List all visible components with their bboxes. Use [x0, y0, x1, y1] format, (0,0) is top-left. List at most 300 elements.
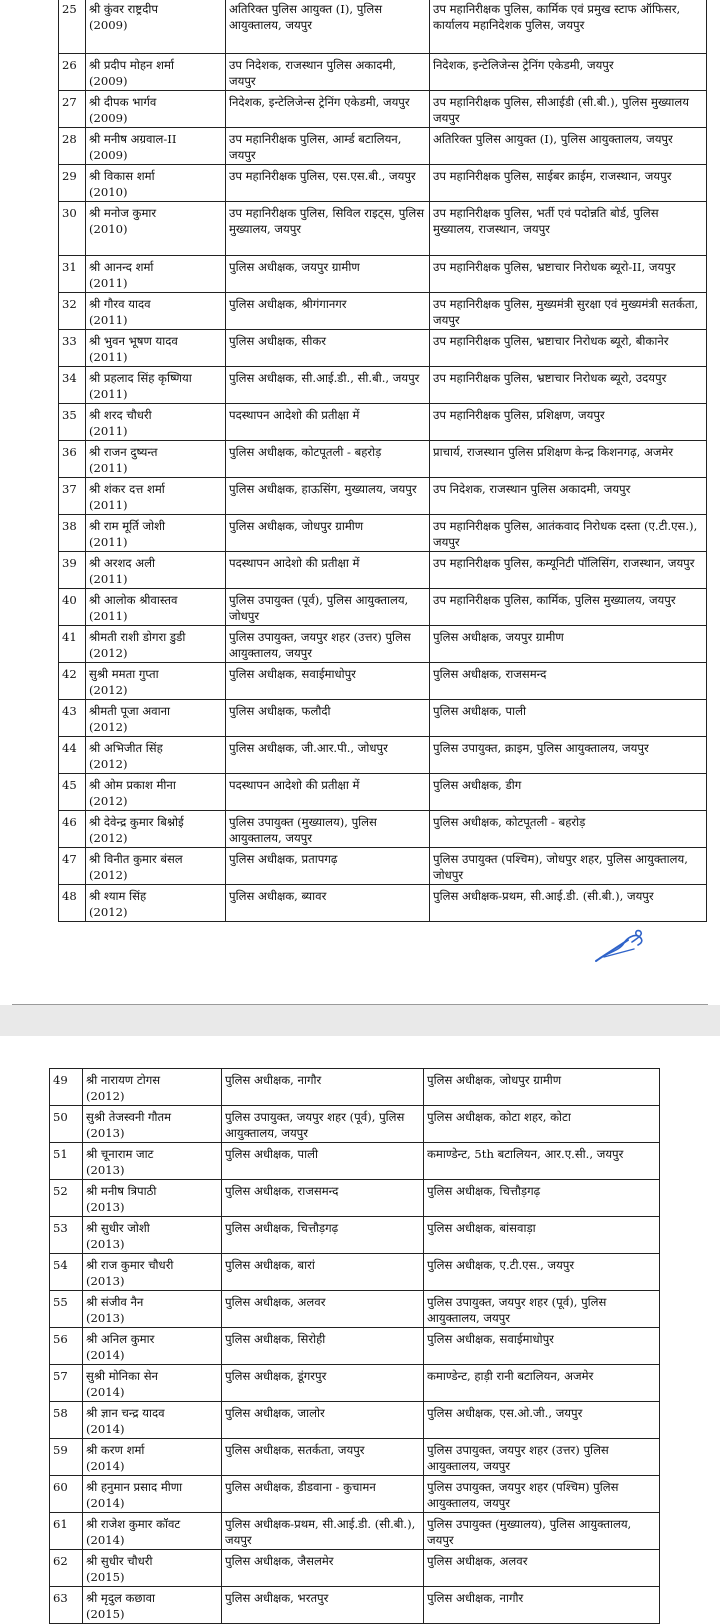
- current-posting: [226, 515, 430, 552]
- officer-name: श्री शरद चौधरी: [89, 408, 152, 422]
- serial-number: 47: [62, 852, 77, 866]
- table-row: [50, 1365, 660, 1402]
- serial-number: [50, 1402, 83, 1439]
- serial-number: [59, 0, 86, 54]
- serial-number: [50, 1291, 83, 1328]
- officer-cell: [86, 202, 226, 256]
- new-posting-text: उप महानिरीक्षक पुलिस, प्रशिक्षण, जयपुर: [433, 408, 605, 422]
- officer-name: श्री विनीत कुमार बंसल: [89, 852, 183, 866]
- officer-name: श्री विकास शर्मा: [89, 169, 155, 183]
- new-posting-text: पुलिस अधीक्षक, बांसवाड़ा: [427, 1221, 536, 1235]
- officer-cell: [86, 774, 226, 811]
- officer-cell: [86, 848, 226, 885]
- serial-number: 26: [62, 58, 77, 72]
- new-posting-text: निदेशक, इन्टेलिजेन्स ट्रेनिंग एकेडमी, जयपुर: [433, 58, 614, 72]
- current-posting-text: पुलिस अधीक्षक, सिरोही: [225, 1332, 326, 1346]
- serial-number: 35: [62, 408, 77, 422]
- serial-number: [59, 885, 86, 922]
- table-row: [59, 165, 707, 202]
- current-posting-text: निदेशक, इन्टेलिजेन्स ट्रेनिंग एकेडमी, जयपुर: [229, 95, 410, 109]
- officer-name: श्री शंकर दत्त शर्मा: [89, 482, 165, 496]
- officer-name: श्री आनन्द शर्मा: [89, 260, 154, 274]
- serial-number: 40: [62, 593, 77, 607]
- new-posting: [430, 0, 707, 54]
- serial-number: 61: [53, 1517, 68, 1531]
- officer-cell: [86, 515, 226, 552]
- new-posting: [430, 202, 707, 256]
- serial-number: [59, 589, 86, 626]
- table-row: [50, 1254, 660, 1291]
- current-posting: [226, 441, 430, 478]
- serial-number: 58: [53, 1406, 68, 1420]
- serial-number: 55: [53, 1295, 68, 1309]
- officer-cell: [83, 1402, 222, 1439]
- officer-name: श्री देवेन्द्र कुमार बिश्नोई: [89, 815, 184, 829]
- serial-number: 53: [53, 1221, 68, 1235]
- serial-number: [50, 1513, 83, 1550]
- serial-number: [50, 1587, 83, 1624]
- transfer-table-page-2: [49, 1068, 660, 1624]
- officer-name: श्री अभिजीत सिंह: [89, 741, 163, 755]
- table-row: [59, 737, 707, 774]
- serial-number: [59, 478, 86, 515]
- serial-number: 59: [53, 1443, 68, 1457]
- serial-number: [50, 1217, 83, 1254]
- new-posting-text: पुलिस उपायुक्त, जयपुर शहर (उत्तर) पुलिस आयुक्तालय, जयपुर: [427, 1443, 609, 1473]
- officer-batch: (2011): [89, 276, 128, 290]
- serial-number: [59, 700, 86, 737]
- current-posting-text: उप महानिरीक्षक पुलिस, आर्म्ड बटालियन, जयपुर: [229, 132, 402, 162]
- new-posting-text: पुलिस अधीक्षक, जोधपुर ग्रामीण: [427, 1073, 562, 1087]
- officer-name: श्री प्रहलाद सिंह कृष्णिया: [89, 371, 192, 385]
- officer-batch: (2013): [86, 1274, 125, 1288]
- officer-name: श्रीमती राशी डोगरा डुडी: [89, 630, 186, 644]
- serial-number: 30: [62, 206, 77, 220]
- table-row: [59, 589, 707, 626]
- new-posting-text: पुलिस अधीक्षक, पाली: [433, 704, 527, 718]
- current-posting: [226, 885, 430, 922]
- new-posting: [430, 128, 707, 165]
- officer-name: श्री दीपक भार्गव: [89, 95, 157, 109]
- serial-number: 42: [62, 667, 77, 681]
- current-posting-text: पुलिस अधीक्षक, डीडवाना - कुचामन: [225, 1480, 376, 1494]
- serial-number: [50, 1069, 83, 1106]
- serial-number: 25: [62, 2, 77, 16]
- officer-cell: [86, 367, 226, 404]
- current-posting-text: पुलिस अधीक्षक, ब्यावर: [229, 889, 327, 903]
- serial-number: [59, 811, 86, 848]
- current-posting: [226, 663, 430, 700]
- officer-batch: (2015): [86, 1607, 125, 1621]
- new-posting-text: पुलिस अधीक्षक, सवाईमाधोपुर: [427, 1332, 554, 1346]
- serial-number: 38: [62, 519, 77, 533]
- current-posting-text: पुलिस अधीक्षक, हाऊसिंग, मुख्यालय, जयपुर: [229, 482, 417, 496]
- new-posting: [430, 552, 707, 589]
- table-row: [59, 293, 707, 330]
- serial-number: [59, 774, 86, 811]
- officer-cell: [86, 700, 226, 737]
- table-row: [59, 256, 707, 293]
- officer-cell: [86, 478, 226, 515]
- serial-number: 34: [62, 371, 77, 385]
- officer-name: श्री सुधीर चौधरी: [86, 1554, 153, 1568]
- new-posting: [424, 1069, 660, 1106]
- officer-cell: [86, 589, 226, 626]
- serial-number: [59, 515, 86, 552]
- current-posting-text: पुलिस अधीक्षक, अलवर: [225, 1295, 326, 1309]
- current-posting-text: पुलिस अधीक्षक, जी.आर.पी., जोधपुर: [229, 741, 388, 755]
- officer-cell: [86, 256, 226, 293]
- serial-number: 48: [62, 889, 77, 903]
- new-posting: [424, 1587, 660, 1624]
- officer-batch: (2012): [89, 905, 128, 919]
- officer-name: श्री अनिल कुमार: [86, 1332, 155, 1346]
- officer-batch: (2012): [89, 720, 128, 734]
- new-posting: [430, 811, 707, 848]
- page-gap: [0, 1005, 720, 1036]
- new-posting-text: कमाण्डेन्ट, 5th बटालियन, आर.ए.सी., जयपुर: [427, 1147, 624, 1161]
- serial-number: 49: [53, 1073, 68, 1087]
- current-posting: [226, 589, 430, 626]
- serial-number: [59, 165, 86, 202]
- new-posting: [430, 589, 707, 626]
- current-posting: [222, 1328, 424, 1365]
- serial-number: 41: [62, 630, 77, 644]
- officer-name: श्री ज्ञान चन्द्र यादव: [86, 1406, 165, 1420]
- table-row: [59, 811, 707, 848]
- serial-number: 37: [62, 482, 77, 496]
- serial-number: [59, 626, 86, 663]
- officer-cell: [83, 1365, 222, 1402]
- serial-number: 62: [53, 1554, 68, 1568]
- table-row: [59, 128, 707, 165]
- new-posting: [424, 1476, 660, 1513]
- officer-cell: [86, 330, 226, 367]
- current-posting: [226, 202, 430, 256]
- current-posting-text: पुलिस उपायुक्त (पूर्व), पुलिस आयुक्तालय, जोधपुर: [229, 593, 409, 623]
- serial-number: 32: [62, 297, 77, 311]
- officer-name: श्री मनीष अग्रवाल-II: [89, 132, 177, 146]
- new-posting: [430, 91, 707, 128]
- officer-batch: (2011): [89, 572, 128, 586]
- officer-batch: (2015): [86, 1570, 125, 1584]
- serial-number: 31: [62, 260, 77, 274]
- officer-cell: [83, 1439, 222, 1476]
- new-posting-text: उप महानिरीक्षक पुलिस, मुख्यमंत्री सुरक्षा एवं मुख्यमंत्री सतर्कता, जयपुर: [433, 297, 699, 327]
- current-posting: [222, 1069, 424, 1106]
- new-posting: [430, 441, 707, 478]
- current-posting-text: पुलिस अधीक्षक, जोधपुर ग्रामीण: [229, 519, 364, 533]
- current-posting: [222, 1476, 424, 1513]
- officer-batch: (2011): [89, 387, 128, 401]
- serial-number: 52: [53, 1184, 68, 1198]
- current-posting-text: पुलिस अधीक्षक, सीकर: [229, 334, 327, 348]
- new-posting-text: अतिरिक्त पुलिस आयुक्त (I), पुलिस आयुक्तालय, जयपुर: [433, 132, 673, 146]
- table-row: [50, 1217, 660, 1254]
- current-posting-text: उप महानिरीक्षक पुलिस, सिविल राइट्स, पुलिस मुख्यालय, जयपुर: [229, 206, 425, 236]
- current-posting-text: पुलिस अधीक्षक, जयपुर ग्रामीण: [229, 260, 360, 274]
- officer-cell: [83, 1217, 222, 1254]
- officer-name: श्री मनीष त्रिपाठी: [86, 1184, 157, 1198]
- current-posting-text: पुलिस अधीक्षक, चित्तौड़गढ़: [225, 1221, 339, 1235]
- officer-name: श्री कुंवर राष्ट्रदीप: [89, 2, 158, 16]
- current-posting: [222, 1291, 424, 1328]
- table-row: [50, 1513, 660, 1550]
- new-posting: [424, 1217, 660, 1254]
- new-posting-text: उप महानिरीक्षक पुलिस, भ्रष्टाचार निरोधक ब्यूरो, उदयपुर: [433, 371, 667, 385]
- table-row: [59, 202, 707, 256]
- current-posting-text: पुलिस अधीक्षक, बारां: [225, 1258, 315, 1272]
- serial-number: [50, 1550, 83, 1587]
- officer-cell: [83, 1328, 222, 1365]
- new-posting: [430, 478, 707, 515]
- new-posting: [424, 1180, 660, 1217]
- new-posting: [424, 1550, 660, 1587]
- current-posting: [226, 552, 430, 589]
- officer-cell: [83, 1180, 222, 1217]
- officer-cell: [83, 1291, 222, 1328]
- officer-batch: (2013): [86, 1163, 125, 1177]
- table-row: [59, 700, 707, 737]
- table-row: [59, 552, 707, 589]
- current-posting: [226, 478, 430, 515]
- officer-name: श्री नारायण टोगस: [86, 1073, 161, 1087]
- new-posting-text: उप निदेशक, राजस्थान पुलिस अकादमी, जयपुर: [433, 482, 631, 496]
- table-row: [50, 1291, 660, 1328]
- table-row: [59, 478, 707, 515]
- new-posting-text: पुलिस अधीक्षक-प्रथम, सी.आई.डी. (सी.बी.), जयपुर: [433, 889, 654, 903]
- officer-name: श्री संजीव नैन: [86, 1295, 144, 1309]
- officer-cell: [86, 737, 226, 774]
- officer-cell: [83, 1069, 222, 1106]
- officer-name: श्रीमती पूजा अवाना: [89, 704, 171, 718]
- officer-name: श्री राजेश कुमार कॉवट: [86, 1517, 181, 1531]
- officer-batch: (2013): [86, 1200, 125, 1214]
- officer-cell: [86, 552, 226, 589]
- officer-name: श्री श्याम सिंह: [89, 889, 147, 903]
- new-posting-text: उप महानिरीक्षक पुलिस, कम्यूनिटी पॉलिसिंग, राजस्थान, जयपुर: [433, 556, 695, 570]
- new-posting: [430, 367, 707, 404]
- officer-batch: (2009): [89, 148, 128, 162]
- serial-number: 29: [62, 169, 77, 183]
- current-posting: [226, 293, 430, 330]
- new-posting-text: उप महानिरीक्षक पुलिस, साईबर क्राईम, राजस्थान, जयपुर: [433, 169, 672, 183]
- serial-number: 44: [62, 741, 77, 755]
- serial-number: [59, 404, 86, 441]
- new-posting-text: पुलिस अधीक्षक, एस.ओ.जी., जयपुर: [427, 1406, 583, 1420]
- serial-number: 50: [53, 1110, 68, 1124]
- officer-batch: (2014): [86, 1422, 125, 1436]
- officer-batch: (2011): [89, 609, 128, 623]
- current-posting-text: पुलिस अधीक्षक, राजसमन्द: [225, 1184, 339, 1198]
- current-posting-text: पुलिस अधीक्षक, जालोर: [225, 1406, 325, 1420]
- current-posting-text: पुलिस अधीक्षक, डूंगरपुर: [225, 1369, 327, 1383]
- current-posting: [226, 700, 430, 737]
- current-posting-text: पुलिस अधीक्षक, नागौर: [225, 1073, 322, 1087]
- serial-number: 54: [53, 1258, 68, 1272]
- current-posting-text: पुलिस अधीक्षक, सी.आई.डी., सी.बी., जयपुर: [229, 371, 420, 385]
- officer-name: श्री राम मूर्ति जोशी: [89, 519, 165, 533]
- serial-number: [59, 663, 86, 700]
- serial-number: [59, 91, 86, 128]
- serial-number: 28: [62, 132, 77, 146]
- current-posting-text: पुलिस उपायुक्त, जयपुर शहर (उत्तर) पुलिस आयुक्तालय, जयपुर: [229, 630, 411, 660]
- table-row: [59, 626, 707, 663]
- new-posting: [430, 54, 707, 91]
- current-posting: [226, 54, 430, 91]
- current-posting-text: पुलिस अधीक्षक, श्रीगंगानगर: [229, 297, 347, 311]
- document-page-2: [0, 1036, 720, 1621]
- serial-number: [50, 1143, 83, 1180]
- new-posting-text: उप महानिरीक्षक पुलिस, भ्रष्टाचार निरोधक ब्यूरो-II, जयपुर: [433, 260, 676, 274]
- table-row: [59, 848, 707, 885]
- current-posting: [226, 128, 430, 165]
- new-posting: [430, 404, 707, 441]
- new-posting: [430, 700, 707, 737]
- officer-cell: [86, 0, 226, 54]
- officer-cell: [83, 1143, 222, 1180]
- new-posting: [430, 293, 707, 330]
- new-posting: [424, 1513, 660, 1550]
- table-row: [50, 1180, 660, 1217]
- officer-batch: (2011): [89, 461, 128, 475]
- serial-number: 46: [62, 815, 77, 829]
- new-posting-text: पुलिस अधीक्षक, डीग: [433, 778, 522, 792]
- current-posting: [226, 811, 430, 848]
- new-posting-text: पुलिस अधीक्षक, चित्तौड़गढ़: [427, 1184, 541, 1198]
- officer-name: श्री भुवन भूषण यादव: [89, 334, 178, 348]
- officer-batch: (2012): [89, 868, 128, 882]
- officer-name: सुश्री मोनिका सेन: [86, 1369, 158, 1383]
- current-posting: [222, 1143, 424, 1180]
- officer-name: सुश्री तेजस्वनी गौतम: [86, 1110, 172, 1124]
- officer-cell: [86, 91, 226, 128]
- current-posting: [222, 1439, 424, 1476]
- officer-name: श्री आलोक श्रीवास्तव: [89, 593, 178, 607]
- signature: [594, 928, 650, 968]
- officer-batch: (2014): [86, 1385, 125, 1399]
- table-row: [59, 404, 707, 441]
- officer-name: श्री राज कुमार चौधरी: [86, 1258, 174, 1272]
- current-posting: [222, 1513, 424, 1550]
- serial-number: [59, 54, 86, 91]
- serial-number: [50, 1439, 83, 1476]
- officer-name: श्री हनुमान प्रसाद मीणा: [86, 1480, 183, 1494]
- serial-number: [50, 1328, 83, 1365]
- new-posting: [430, 848, 707, 885]
- serial-number: [59, 202, 86, 256]
- new-posting: [430, 165, 707, 202]
- table-row: [50, 1328, 660, 1365]
- table-row: [50, 1106, 660, 1143]
- current-posting-text: पदस्थापन आदेशो की प्रतीक्षा में: [229, 408, 360, 422]
- officer-name: श्री सुधीर जोशी: [86, 1221, 150, 1235]
- table-row: [59, 54, 707, 91]
- table-row: [59, 91, 707, 128]
- serial-number: [59, 552, 86, 589]
- officer-cell: [83, 1513, 222, 1550]
- new-posting: [424, 1291, 660, 1328]
- serial-number: 39: [62, 556, 77, 570]
- officer-cell: [86, 626, 226, 663]
- serial-number: [50, 1365, 83, 1402]
- current-posting: [226, 774, 430, 811]
- officer-batch: (2012): [89, 683, 128, 697]
- new-posting-text: पुलिस अधीक्षक, कोटपूतली - बहरोड़: [433, 815, 586, 829]
- new-posting-text: पुलिस उपायुक्त, जयपुर शहर (पूर्व), पुलिस आयुक्तालय, जयपुर: [427, 1295, 607, 1325]
- officer-batch: (2011): [89, 535, 128, 549]
- serial-number: [59, 128, 86, 165]
- table-row: [50, 1476, 660, 1513]
- serial-number: [59, 367, 86, 404]
- officer-name: सुश्री ममता गुप्ता: [89, 667, 159, 681]
- current-posting: [222, 1254, 424, 1291]
- new-posting-text: पुलिस अधीक्षक, राजसमन्द: [433, 667, 547, 681]
- officer-batch: (2012): [89, 646, 128, 660]
- current-posting-text: पुलिस अधीक्षक, भरतपुर: [225, 1591, 329, 1605]
- new-posting-text: प्राचार्य, राजस्थान पुलिस प्रशिक्षण केन्द्र किशनगढ़, अजमेर: [433, 445, 674, 459]
- officer-batch: (2010): [89, 185, 128, 199]
- current-posting: [226, 737, 430, 774]
- serial-number: [50, 1106, 83, 1143]
- serial-number: [50, 1476, 83, 1513]
- table-row: [59, 663, 707, 700]
- serial-number: [59, 441, 86, 478]
- serial-number: [50, 1254, 83, 1291]
- officer-cell: [86, 441, 226, 478]
- officer-batch: (2012): [89, 794, 128, 808]
- new-posting: [424, 1439, 660, 1476]
- current-posting: [226, 165, 430, 202]
- current-posting-text: उप निदेशक, राजस्थान पुलिस अकादमी, जयपुर: [229, 58, 397, 88]
- current-posting-text: पदस्थापन आदेशो की प्रतीक्षा में: [229, 556, 360, 570]
- current-posting-text: पुलिस अधीक्षक, फलौदी: [229, 704, 331, 718]
- new-posting: [424, 1365, 660, 1402]
- serial-number: [59, 293, 86, 330]
- new-posting-text: उप महानिरीक्षक पुलिस, भ्रष्टाचार निरोधक ब्यूरो, बीकानेर: [433, 334, 669, 348]
- officer-cell: [83, 1254, 222, 1291]
- new-posting: [424, 1143, 660, 1180]
- officer-batch: (2014): [86, 1348, 125, 1362]
- officer-batch: (2011): [89, 313, 128, 327]
- officer-batch: (2011): [89, 424, 128, 438]
- current-posting-text: पदस्थापन आदेशो की प्रतीक्षा में: [229, 778, 360, 792]
- officer-name: श्री मृदुल कछावा: [86, 1591, 156, 1605]
- serial-number: 43: [62, 704, 77, 718]
- table-row: [59, 330, 707, 367]
- table-row: [59, 441, 707, 478]
- table-row: [59, 774, 707, 811]
- serial-number: [59, 737, 86, 774]
- serial-number: [59, 848, 86, 885]
- serial-number: 45: [62, 778, 77, 792]
- officer-cell: [83, 1550, 222, 1587]
- table-row: [59, 0, 707, 54]
- officer-batch: (2012): [89, 831, 128, 845]
- officer-batch: (2014): [86, 1496, 125, 1510]
- current-posting: [222, 1550, 424, 1587]
- officer-name: श्री मनोज कुमार: [89, 206, 157, 220]
- current-posting: [226, 367, 430, 404]
- current-posting-text: पुलिस अधीक्षक, कोटपूतली - बहरोड़: [229, 445, 382, 459]
- new-posting: [424, 1254, 660, 1291]
- officer-cell: [86, 293, 226, 330]
- current-posting-text: पुलिस अधीक्षक, जैसलमेर: [225, 1554, 334, 1568]
- new-posting-text: उप महानिरीक्षक पुलिस, भर्ती एवं पदोन्नति बोर्ड, पुलिस मुख्यालय, राजस्थान, जयपुर: [433, 206, 659, 236]
- new-posting: [430, 256, 707, 293]
- officer-batch: (2009): [89, 18, 128, 32]
- officer-cell: [86, 54, 226, 91]
